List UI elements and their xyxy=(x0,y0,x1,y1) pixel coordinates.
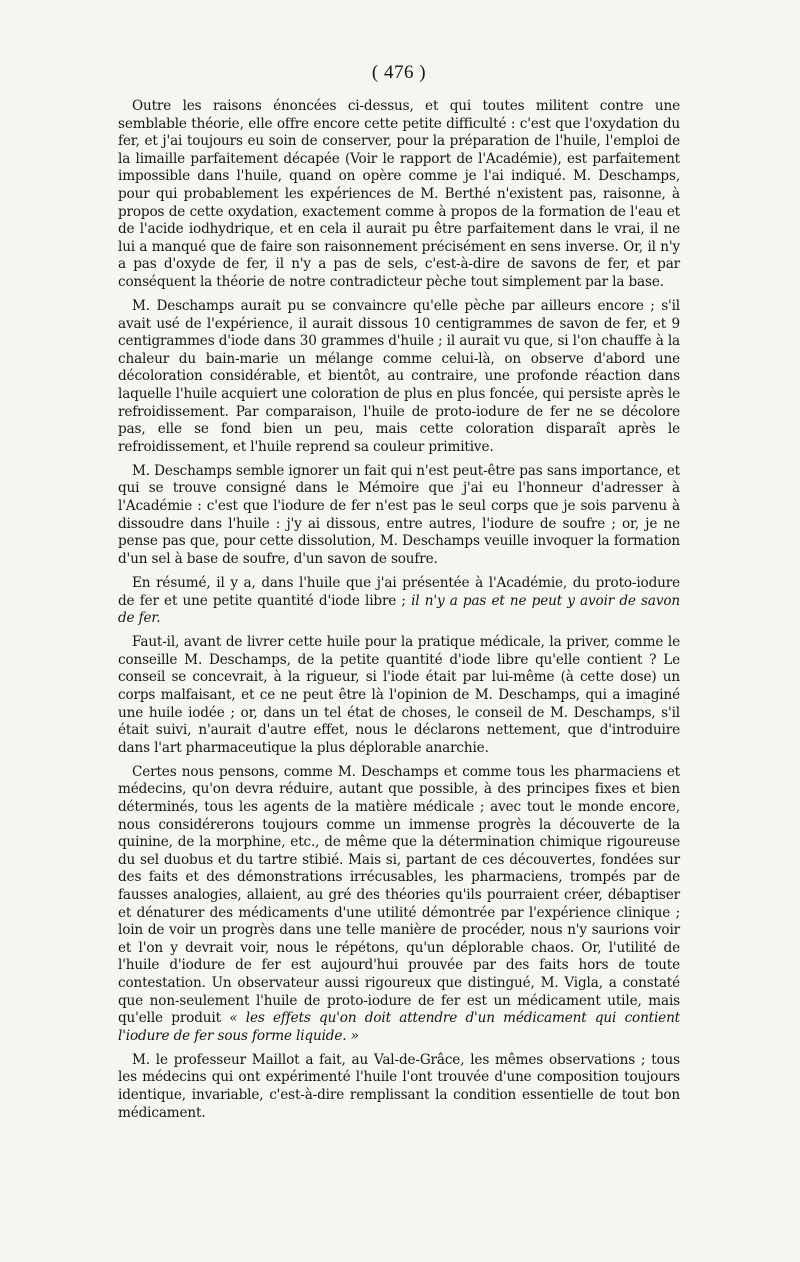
page-body xyxy=(118,98,680,1122)
book-page xyxy=(118,58,680,1248)
paragraph xyxy=(118,298,680,456)
italic-text-run: « les effets qu'on doit attendre d'un médicament qui contient l'iodure de fer sous forme liquide. » xyxy=(118,1010,680,1044)
text-run: M. Deschamps semble ignorer un fait qui n'est peut-être pas sans importance, et qui se trouve consigné dans le Mémoire que j'ai eu l'honneur d'adresser à l'Académie : c'est que l'iodure de fer n'est pas le seul corps que je sois parvenu à dissoudre dans l'huile : j'y ai dissous, entre autres, l'iodure de soufre ; or, je ne pense pas que, pour cette dissolution, M. Deschamps veuille invoquer la formation d'un sel à base de soufre, d'un savon de soufre. xyxy=(118,462,680,567)
paragraph xyxy=(118,463,680,569)
italic-text-run: il n'y a pas et ne peut y avoir de savon de fer. xyxy=(118,592,680,627)
text-run: Certes nous pensons, comme M. Deschamps et comme tous les pharmaciens et médecins, qu'on devra réduire, autant que possible, à des principes fixes et bien déterminés, tous les agents de la matière médicale ; avec tout le monde encore, nous considérerons toujours comme un immense progrès la découverte de la quinine, de la morphine, etc., de même que la détermination chimique rigoureuse du sel duobus et du tartre stibié. Mais si, partant de ces découvertes, fondées sur des faits et des démonstrations irrécusables, les pharmaciens, trompés par de fausses analogies, allaient, au gré des théories qu'ils pourraient créer, débaptiser et dénaturer des médicaments d'une utilité démontrée par l'expérience clinique ; loin de voir un progrès dans une telle manière de procéder, nous n'y saurions voir et l'on y devrait voir, nous le répétons, qu'un déplorable chaos. Or, l'utilité de l'huile d'iodure de fer est aujourd'hui prouvée par des faits hors de toute contestation. Un observateur aussi rigoureux que distingué, M. Vigla, a constaté que non-seulement l'huile de proto-iodure de fer est un médicament utile, mais qu'elle produit xyxy=(118,763,680,1027)
paragraph xyxy=(118,1052,680,1122)
page-number: ( 476 ) xyxy=(371,62,427,83)
text-run: M. le professeur Maillot a fait, au Val-de-Grâce, les mêmes observations ; tous les médecins qui ont expérimenté l'huile l'ont trouvée d'une composition toujours identique, invariable, c'est-à-dire remplissant la condition essentielle de tout bon médicament. xyxy=(118,1051,680,1121)
paragraph xyxy=(118,634,680,757)
text-run: Faut-il, avant de livrer cette huile pour la pratique médicale, la priver, comme le conseille M. Deschamps, de la petite quantité d'iode libre qu'elle contient ? Le conseil se concevrait, à la rigueur, si l'iode était par lui-même (à cette dose) un corps malfaisant, et ce ne peut être là l'opinion de M. Deschamps, qui a imaginé une huile iodée ; or, dans un tel état de choses, le conseil de M. Deschamps, s'il était suivi, n'aurait d'autre effet, nous le déclarons nettement, que d'introduire dans l'art pharmaceutique la plus déplorable anarchie. xyxy=(118,634,680,756)
text-run: M. Deschamps aurait pu se convaincre qu'elle pèche par ailleurs encore ; s'il avait usé de l'expérience, il aurait dissous 10 centigrammes de savon de fer, et 9 centigrammes d'iode dans 30 grammes d'huile ; il aurait vu que, si l'on chauffe à la chaleur du bain-marie un mélange comme celui-là, on observe d'abord une décoloration considérable, et bientôt, au contraire, une profonde réaction dans laquelle l'huile acquiert une coloration de plus en plus foncée, qui persiste après le refroidissement. Par comparaison, l'huile de proto-iodure de fer ne se décolore pas, elle se fond bien un peu, mais cette coloration disparaît après le refroidissement, et l'huile reprend sa couleur primitive. xyxy=(118,298,680,455)
paragraph xyxy=(118,98,680,292)
paragraph xyxy=(118,575,680,628)
paragraph xyxy=(118,764,680,1046)
text-run: En résumé, il y a, dans l'huile que j'ai présentée à l'Académie, du proto-iodure de fer et une petite quantité d'iode libre ; xyxy=(118,574,680,609)
text-run: Outre les raisons énoncées ci-dessus, et qui toutes militent contre une semblable théorie, elle offre encore cette petite difficulté : c'est que l'oxydation du fer, et j'ai toujours eu soin de conserver, pour la préparation de l'huile, l'emploi de la limaille parfaitement décapée (Voir le rapport de l'Académie), est parfaitement impossible dans l'huile, quand on opère comme je l'ai indiqué. M. Deschamps, pour qui probablement les expériences de M. Berthé n'existent pas, raisonne, à propos de cette oxydation, exactement comme à propos de la formation de l'eau et de l'acide iodhydrique, et en cela il aurait pu être parfaitement dans le vrai, il ne lui a manqué que de faire son raisonnement précisément en sens inverse. Or, il n'y a pas d'oxyde de fer, il n'y a pas de sels, c'est-à-dire de savons de fer, et par conséquent la théorie de notre contradicteur pèche tout simplement par la base. xyxy=(118,98,680,290)
